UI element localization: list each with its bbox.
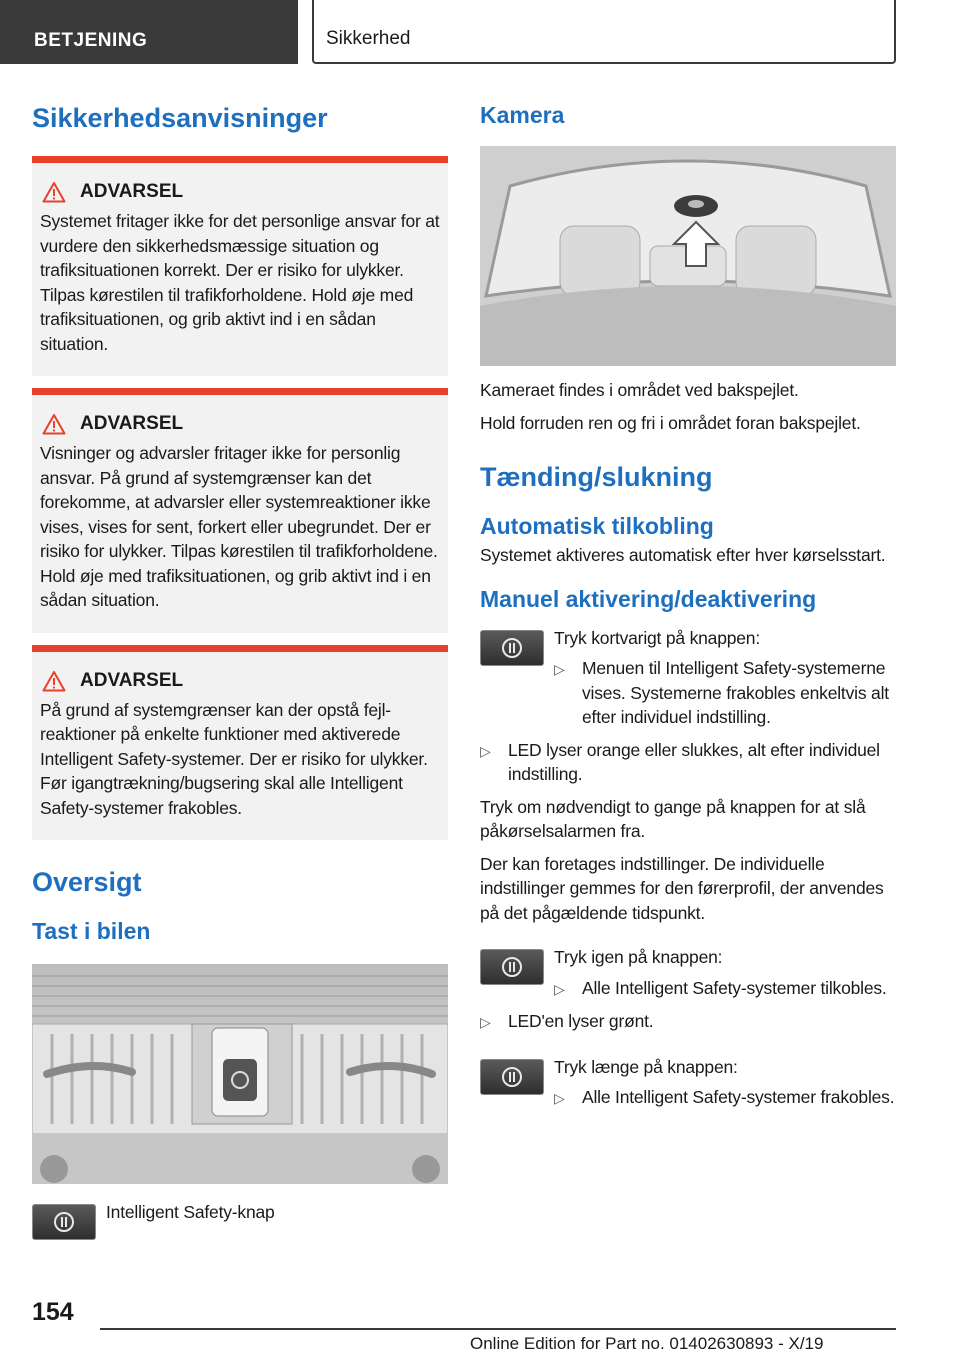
step-text: Tryk kortvarigt på knappen: (554, 627, 760, 648)
press-twice-text: Tryk om nødvendigt to gange på knappen for at slå påkørselsalarmen fra. (480, 796, 866, 841)
footer-divider (100, 1328, 896, 1330)
overview-title: Oversigt (32, 867, 142, 897)
car-button-title: Tast i bilen (32, 918, 151, 944)
triangle-bullet-icon: ▷ (554, 661, 565, 677)
chapter-tab: BETJENING (0, 0, 298, 64)
intelligent-safety-button-icon (480, 949, 544, 985)
list-item-text: Alle Intelligent Safety-systemer frakobles. (582, 1087, 895, 1107)
warning-text: Systemet fritager ikke for det personlige ansvar for at vurdere den sikkerhedsmæssige situation og trafiksituationen korrekt. Der er risiko for ulykker. Tilpas kørestilen til trafikforholdene. Hold øje med trafiksituationen, og grib aktivt ind i en sådan situation. (40, 211, 440, 354)
intelligent-safety-button-icon (480, 1059, 544, 1095)
settings-text: Der kan foretages indstillinger. De individuelle indstillinger gemmes for den førerprofil, der anvendes på det pågældende tidspunkt. (480, 853, 884, 923)
dashboard-button-photo (32, 964, 448, 1184)
warning-text: På grund af systemgrænser kan der opstå fejlreaktioner på enkelte funktioner med aktiverede Intelligent Safety-systemer. Der er risiko for ulykker. Før igangtrækning/bugsering skal alle Intelligent Safety-systemer frakobles. (40, 699, 428, 818)
list-item (554, 656, 898, 730)
intelligent-safety-button-icon (32, 1204, 96, 1240)
step-text: Tryk længe på knappen: (554, 1056, 738, 1077)
section-tab: Sikkerhed (312, 0, 896, 64)
safety-notes-title: Sikkerhedsanvisninger (32, 103, 328, 133)
right-column (480, 100, 898, 1111)
triangle-bullet-icon: ▷ (480, 742, 491, 759)
auto-activation-title: Automatisk tilkobling (480, 513, 714, 539)
onoff-title: Tænding/slukning (480, 462, 713, 492)
warning-label: ADVARSEL (80, 669, 184, 691)
dashboard-illustration (32, 964, 448, 1184)
triangle-bullet-icon: ▷ (554, 1090, 565, 1106)
intelligent-safety-button-icon (480, 630, 544, 666)
triangle-bullet-icon: ▷ (480, 1014, 491, 1030)
step-long-press (480, 1055, 898, 1111)
warning-triangle-icon (42, 670, 66, 692)
warning-box-1 (32, 156, 448, 376)
warning-text: Visninger og advarsler fritager ikke for personlig ansvar. På grund af systemgrænser kan det forekomme, at advarsler eller systemreaktioner ikke vises, vises for sent, forkert eller ubegrundet. Der er risiko for ulykker. Tilpas kørestilen til trafikforholdene. Hold øje med trafiksituationen, og grib aktivt ind i en sådan situation. (40, 443, 438, 610)
windshield-camera-illustration (480, 146, 896, 366)
camera-photo (480, 146, 896, 366)
auto-activation-text: Systemet aktiveres automatisk efter hver kørselsstart. (480, 545, 886, 565)
page-number: 154 (32, 1298, 74, 1326)
list-item-text: Menuen til Intelligent Safety-systemerne vises. Systemerne frakobles enkeltvis alt efter individuel indstilling. (582, 658, 889, 727)
triangle-bullet-icon: ▷ (554, 980, 565, 997)
step-short-press (480, 626, 898, 730)
left-column (32, 100, 448, 1240)
warning-box-2 (32, 388, 448, 633)
warning-label: ADVARSEL (80, 181, 184, 202)
warning-triangle-icon (42, 413, 66, 435)
camera-location-text: Kameraet findes i området ved bakspejlet. (480, 380, 799, 400)
list-item (480, 738, 898, 787)
list-item (480, 1009, 898, 1035)
warning-label: ADVARSEL (80, 413, 184, 434)
list-item-text: LED lyser orange eller slukkes, alt efter individuel indstilling. (508, 739, 880, 784)
list-item-text: Alle Intelligent Safety-systemer tilkobles. (582, 977, 887, 998)
list-item (554, 976, 898, 1002)
step-text: Tryk igen på knappen: (554, 947, 723, 967)
camera-clean-text: Hold forruden ren og fri i området foran bakspejlet. (480, 412, 861, 433)
page-header (0, 0, 960, 66)
button-caption: Intelligent Safety-knap (106, 1202, 275, 1222)
list-item (554, 1085, 898, 1111)
list-item-text: LED'en lyser grønt. (508, 1011, 654, 1031)
manual-activation-title: Manuel aktivering/deaktivering (480, 585, 817, 612)
button-caption-row (32, 1200, 448, 1240)
step-press-again (480, 945, 898, 1001)
warning-box-3 (32, 645, 448, 841)
camera-title: Kamera (480, 102, 565, 128)
edition-text: Online Edition for Part no. 01402630893 - X/19 (470, 1334, 824, 1353)
warning-triangle-icon (42, 181, 66, 203)
